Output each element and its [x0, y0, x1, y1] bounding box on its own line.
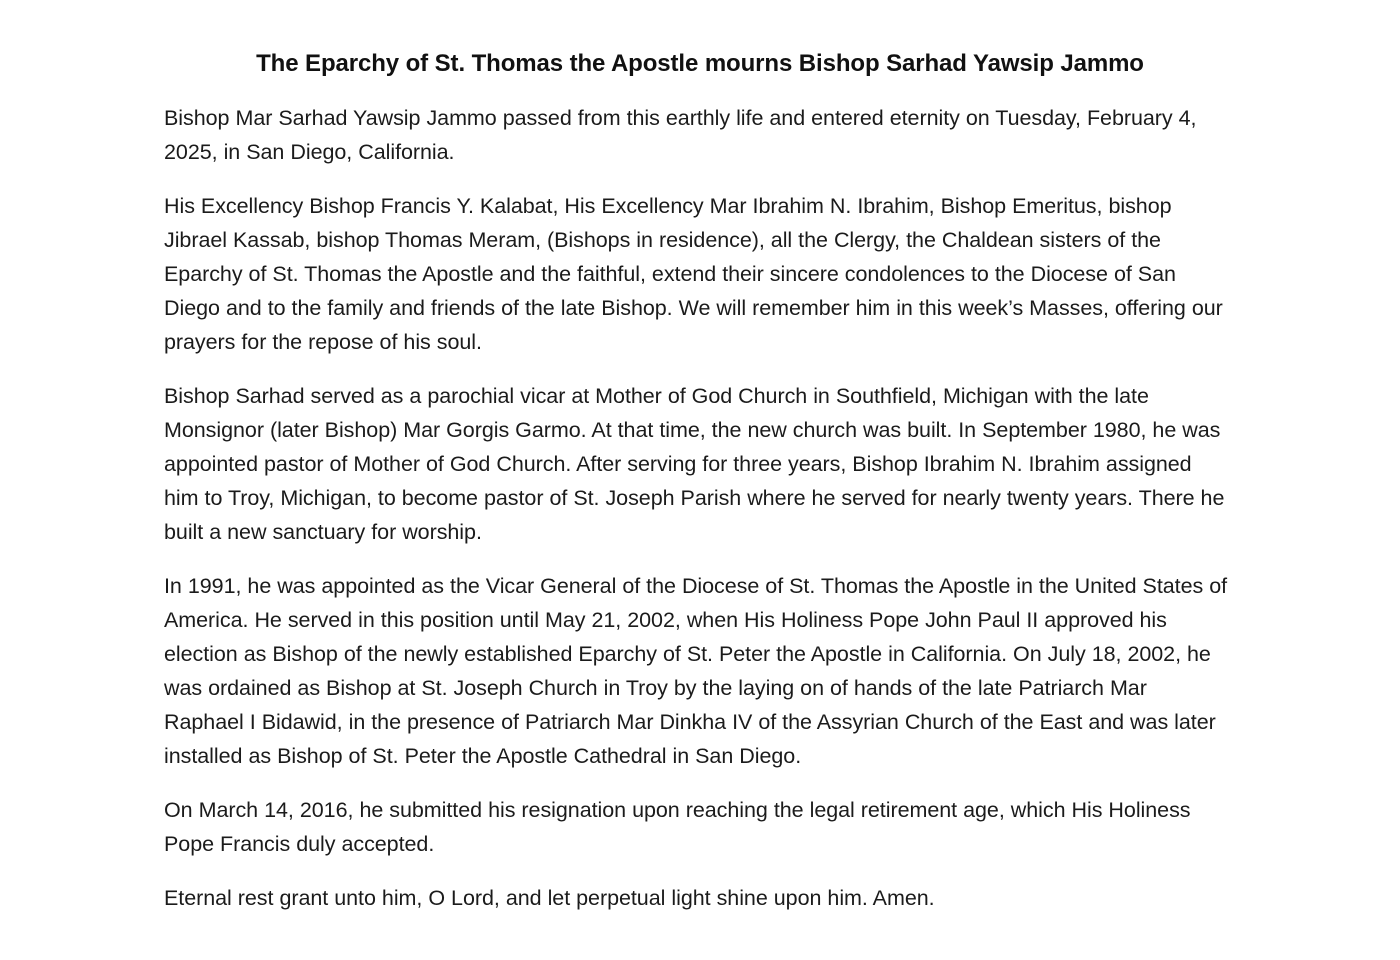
paragraph-prayer: Eternal rest grant unto him, O Lord, and let perpetual light shine upon him. Amen. [164, 886, 935, 911]
paragraph-condolences: His Excellency Bishop Francis Y. Kalabat, His Excellency Mar Ibrahim N. Ibrahim, Bishop Emeritus, bishop Jibrael Kassab, bishop Thomas Meram, (Bishops in residence), all the Clergy, the Chaldean sisters of the Eparchy of St. Thomas the Apostle and the faithful, extend their sincere condolences to the Diocese of San Diego and to the family and friends of the late Bishop. We will remember him in this week’s Masses, offering our prayers for the repose of his soul. [164, 194, 1223, 355]
page-title: The Eparchy of St. Thomas the Apostle mourns Bishop Sarhad Yawsip Jammo [256, 50, 1144, 77]
paragraph-episcopacy: In 1991, he was appointed as the Vicar General of the Diocese of St. Thomas the Apostle in the United States of America. He served in this position until May 21, 2002, when His Holiness Pope John Paul II approved his election as Bishop of the newly established Eparchy of St. Peter the Apostle in California. On July 18, 2002, he was ordained as Bishop at St. Joseph Church in Troy by the laying on of hands of the late Patriarch Mar Raphael I Bidawid, in the presence of Patriarch Mar Dinkha IV of the Assyrian Church of the East and was later installed as Bishop of St. Peter the Apostle Cathedral in San Diego. [164, 574, 1228, 769]
paragraph-early-ministry: Bishop Sarhad served as a parochial vicar at Mother of God Church in Southfield, Michigan with the late Monsignor (later Bishop) Mar Gorgis Garmo. At that time, the new church was built. In September 1980, he was appointed pastor of Mother of God Church. After serving for three years, Bishop Ibrahim N. Ibrahim assigned him to Troy, Michigan, to become pastor of St. Joseph Parish where he served for nearly twenty years. There he built a new sanctuary for worship. [164, 384, 1225, 545]
document-body [0, 101, 1400, 915]
paragraph-death-announcement: Bishop Mar Sarhad Yawsip Jammo passed from this earthly life and entered eternity on Tuesday, February 4, 2025, in San Diego, California. [164, 106, 1197, 165]
paragraph-resignation: On March 14, 2016, he submitted his resignation upon reaching the legal retirement age, which His Holiness Pope Francis duly accepted. [164, 798, 1191, 857]
